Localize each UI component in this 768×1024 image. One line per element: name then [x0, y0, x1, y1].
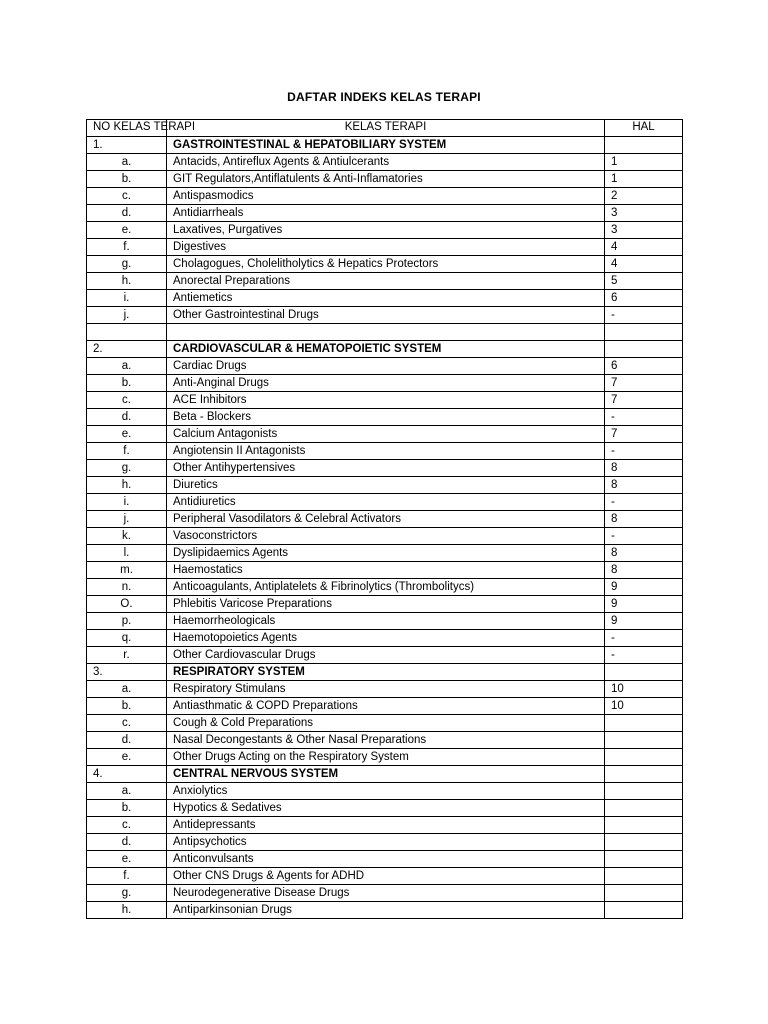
row-page-cell [605, 137, 683, 154]
row-class-name-cell [167, 324, 605, 341]
table-row [87, 579, 683, 596]
row-number-cell: 1. [87, 137, 167, 154]
row-number-cell: j. [87, 511, 167, 528]
row-page-cell: - [605, 647, 683, 664]
table-row [87, 800, 683, 817]
row-class-name-cell: Peripheral Vasodilators & Celebral Activators [167, 511, 605, 528]
row-class-name-cell: RESPIRATORY SYSTEM [167, 664, 605, 681]
row-class-name-cell: Angiotensin II Antagonists [167, 443, 605, 460]
row-number-cell: b. [87, 375, 167, 392]
table-row [87, 647, 683, 664]
row-page-cell: - [605, 630, 683, 647]
row-class-name-cell: Cardiac Drugs [167, 358, 605, 375]
table-row [87, 596, 683, 613]
row-class-name-cell: Haemotopoietics Agents [167, 630, 605, 647]
section-row [87, 664, 683, 681]
page-title: DAFTAR INDEKS KELAS TERAPI [287, 90, 481, 104]
row-number-cell: n. [87, 579, 167, 596]
row-page-cell: 1 [605, 154, 683, 171]
row-page-cell [605, 817, 683, 834]
row-class-name-cell: Antidepressants [167, 817, 605, 834]
row-page-cell: 9 [605, 579, 683, 596]
row-class-name-cell: Vasoconstrictors [167, 528, 605, 545]
row-class-name-cell: Antipsychotics [167, 834, 605, 851]
row-class-name-cell: Respiratory Stimulans [167, 681, 605, 698]
row-class-name-cell: Antidiuretics [167, 494, 605, 511]
table-row [87, 239, 683, 256]
table-row [87, 409, 683, 426]
row-class-name-cell: GIT Regulators,Antiflatulents & Anti-Inflamatories [167, 171, 605, 188]
row-class-name-cell: Haemostatics [167, 562, 605, 579]
table-row [87, 681, 683, 698]
table-row [87, 358, 683, 375]
row-number-cell: 2. [87, 341, 167, 358]
row-number-cell: a. [87, 783, 167, 800]
row-page-cell: 7 [605, 392, 683, 409]
row-number-cell: g. [87, 460, 167, 477]
row-number-cell: h. [87, 902, 167, 919]
table-row [87, 511, 683, 528]
row-class-name-cell: Phlebitis Varicose Preparations [167, 596, 605, 613]
row-number-cell: p. [87, 613, 167, 630]
row-number-cell: b. [87, 698, 167, 715]
table-row [87, 273, 683, 290]
row-class-name-cell: GASTROINTESTINAL & HEPATOBILIARY SYSTEM [167, 137, 605, 154]
row-number-cell: l. [87, 545, 167, 562]
row-page-cell [605, 749, 683, 766]
row-class-name-cell: Digestives [167, 239, 605, 256]
row-class-name-cell: CARDIOVASCULAR & HEMATOPOIETIC SYSTEM [167, 341, 605, 358]
table-row [87, 630, 683, 647]
table-row [87, 613, 683, 630]
row-number-cell: e. [87, 222, 167, 239]
table-row [87, 222, 683, 239]
row-number-cell: c. [87, 392, 167, 409]
table-row [87, 443, 683, 460]
row-number-cell: c. [87, 188, 167, 205]
row-page-cell: 8 [605, 545, 683, 562]
row-class-name-cell: Neurodegenerative Disease Drugs [167, 885, 605, 902]
table-row [87, 783, 683, 800]
table-row [87, 460, 683, 477]
row-number-cell: h. [87, 273, 167, 290]
row-class-name-cell: Antacids, Antireflux Agents & Antiulcerants [167, 154, 605, 171]
row-class-name-cell: Anti-Anginal Drugs [167, 375, 605, 392]
row-number-cell: d. [87, 834, 167, 851]
row-page-cell: 7 [605, 426, 683, 443]
row-number-cell: k. [87, 528, 167, 545]
row-number-cell: d. [87, 409, 167, 426]
table-row [87, 392, 683, 409]
section-row [87, 766, 683, 783]
row-page-cell [605, 783, 683, 800]
row-number-cell: a. [87, 358, 167, 375]
table-row [87, 545, 683, 562]
row-number-cell: c. [87, 715, 167, 732]
row-number-cell: f. [87, 868, 167, 885]
row-class-name-cell: Other CNS Drugs & Agents for ADHD [167, 868, 605, 885]
row-number-cell: O. [87, 596, 167, 613]
row-page-cell [605, 715, 683, 732]
table-row [87, 188, 683, 205]
row-page-cell [605, 341, 683, 358]
row-number-cell: h. [87, 477, 167, 494]
row-page-cell: 6 [605, 358, 683, 375]
row-class-name-cell: Hypotics & Sedatives [167, 800, 605, 817]
table-body [87, 137, 683, 919]
row-page-cell: 8 [605, 477, 683, 494]
row-class-name-cell: Anticonvulsants [167, 851, 605, 868]
row-page-cell [605, 834, 683, 851]
table-row [87, 715, 683, 732]
blank-row [87, 324, 683, 341]
row-class-name-cell: Antiasthmatic & COPD Preparations [167, 698, 605, 715]
row-page-cell: 2 [605, 188, 683, 205]
table-row [87, 290, 683, 307]
header-hal: HAL [605, 120, 683, 137]
row-page-cell [605, 851, 683, 868]
row-class-name-cell: Dyslipidaemics Agents [167, 545, 605, 562]
row-page-cell: 3 [605, 222, 683, 239]
row-number-cell: b. [87, 800, 167, 817]
table-row [87, 256, 683, 273]
row-class-name-cell: Other Antihypertensives [167, 460, 605, 477]
row-number-cell: j. [87, 307, 167, 324]
row-class-name-cell: Haemorrheologicals [167, 613, 605, 630]
row-number-cell: 4. [87, 766, 167, 783]
row-number-cell: a. [87, 154, 167, 171]
row-class-name-cell: Antiemetics [167, 290, 605, 307]
row-number-cell [87, 324, 167, 341]
row-number-cell: d. [87, 205, 167, 222]
table-row [87, 426, 683, 443]
row-class-name-cell: Antiparkinsonian Drugs [167, 902, 605, 919]
row-class-name-cell: Anxiolytics [167, 783, 605, 800]
row-number-cell: g. [87, 256, 167, 273]
table-header-row [87, 120, 683, 137]
section-row [87, 341, 683, 358]
row-class-name-cell: Other Gastrointestinal Drugs [167, 307, 605, 324]
row-page-cell: 4 [605, 239, 683, 256]
row-number-cell: e. [87, 426, 167, 443]
row-page-cell: 8 [605, 562, 683, 579]
row-number-cell: f. [87, 443, 167, 460]
row-number-cell: b. [87, 171, 167, 188]
row-class-name-cell: Calcium Antagonists [167, 426, 605, 443]
table-row [87, 851, 683, 868]
table-row [87, 375, 683, 392]
row-class-name-cell: CENTRAL NERVOUS SYSTEM [167, 766, 605, 783]
row-page-cell: 9 [605, 613, 683, 630]
row-page-cell [605, 868, 683, 885]
table-row [87, 817, 683, 834]
row-number-cell: f. [87, 239, 167, 256]
row-page-cell: 1 [605, 171, 683, 188]
row-class-name-cell: Other Drugs Acting on the Respiratory System [167, 749, 605, 766]
row-number-cell: a. [87, 681, 167, 698]
row-page-cell [605, 800, 683, 817]
row-page-cell: - [605, 443, 683, 460]
table-row [87, 902, 683, 919]
table-row [87, 885, 683, 902]
row-page-cell: 3 [605, 205, 683, 222]
row-class-name-cell: ACE Inhibitors [167, 392, 605, 409]
table-row [87, 154, 683, 171]
row-number-cell: m. [87, 562, 167, 579]
row-class-name-cell: Laxatives, Purgatives [167, 222, 605, 239]
table-row [87, 732, 683, 749]
table-row [87, 307, 683, 324]
row-page-cell: 8 [605, 511, 683, 528]
row-number-cell: r. [87, 647, 167, 664]
row-page-cell [605, 766, 683, 783]
table-row [87, 477, 683, 494]
row-page-cell: - [605, 307, 683, 324]
row-class-name-cell: Anorectal Preparations [167, 273, 605, 290]
table-row [87, 698, 683, 715]
row-class-name-cell: Antispasmodics [167, 188, 605, 205]
row-class-name-cell: Cholagogues, Cholelitholytics & Hepatics Protectors [167, 256, 605, 273]
row-page-cell: 6 [605, 290, 683, 307]
row-number-cell: 3. [87, 664, 167, 681]
row-page-cell: 4 [605, 256, 683, 273]
row-page-cell [605, 902, 683, 919]
table-row [87, 494, 683, 511]
table-row [87, 171, 683, 188]
row-class-name-cell: Diuretics [167, 477, 605, 494]
header-no-kelas-terapi: NO KELAS TERAPI [87, 120, 167, 137]
row-page-cell [605, 885, 683, 902]
row-number-cell: i. [87, 290, 167, 307]
table-row [87, 749, 683, 766]
row-class-name-cell: Beta - Blockers [167, 409, 605, 426]
table-row [87, 562, 683, 579]
row-class-name-cell: Other Cardiovascular Drugs [167, 647, 605, 664]
row-page-cell: 7 [605, 375, 683, 392]
row-page-cell: 9 [605, 596, 683, 613]
row-page-cell: - [605, 494, 683, 511]
row-number-cell: i. [87, 494, 167, 511]
row-number-cell: e. [87, 851, 167, 868]
therapy-class-index-table [86, 119, 683, 919]
row-number-cell: c. [87, 817, 167, 834]
row-page-cell [605, 664, 683, 681]
row-number-cell: g. [87, 885, 167, 902]
row-page-cell: - [605, 528, 683, 545]
row-page-cell: 10 [605, 681, 683, 698]
row-number-cell: q. [87, 630, 167, 647]
row-class-name-cell: Anticoagulants, Antiplatelets & Fibrinolytics (Thrombolitycs) [167, 579, 605, 596]
row-class-name-cell: Cough & Cold Preparations [167, 715, 605, 732]
row-class-name-cell: Nasal Decongestants & Other Nasal Preparations [167, 732, 605, 749]
section-row [87, 137, 683, 154]
row-class-name-cell: Antidiarrheals [167, 205, 605, 222]
table-row [87, 205, 683, 222]
header-kelas-terapi: KELAS TERAPI [167, 120, 605, 137]
table-row [87, 528, 683, 545]
row-page-cell: - [605, 409, 683, 426]
row-page-cell: 10 [605, 698, 683, 715]
row-number-cell: e. [87, 749, 167, 766]
row-number-cell: d. [87, 732, 167, 749]
row-page-cell [605, 324, 683, 341]
table-row [87, 868, 683, 885]
row-page-cell [605, 732, 683, 749]
row-page-cell: 5 [605, 273, 683, 290]
row-page-cell: 8 [605, 460, 683, 477]
table-row [87, 834, 683, 851]
